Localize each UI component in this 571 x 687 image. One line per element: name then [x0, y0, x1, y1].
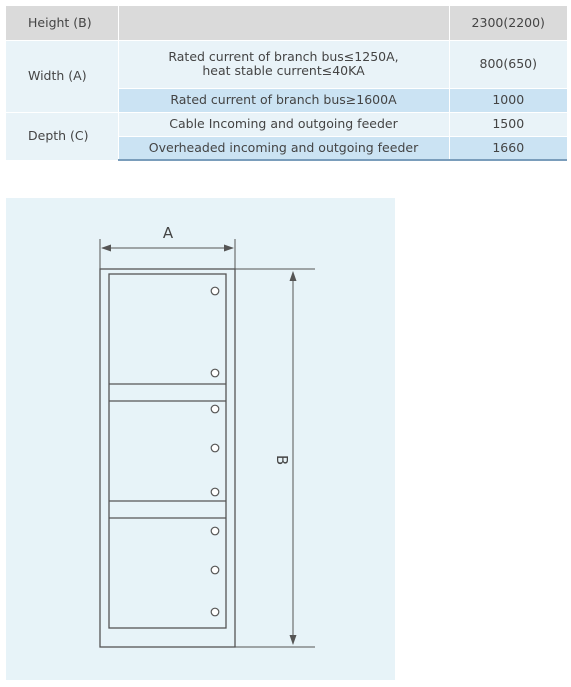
dimension-b-arrow-bottom [290, 635, 297, 645]
indicator-circle [211, 369, 219, 377]
indicator-circle [211, 566, 219, 574]
width-desc-1-line2: heat stable current≤40KA [202, 63, 365, 78]
table-row [6, 6, 567, 40]
cabinet-drawing-svg [6, 198, 395, 680]
indicator-circle [211, 527, 219, 535]
dimension-a-arrow-left [101, 245, 111, 252]
spec-table [6, 6, 567, 161]
width-desc-1 [118, 40, 449, 88]
cabinet-inner-panel [109, 274, 226, 628]
depth-value-1: 1500 [449, 112, 567, 136]
depth-label: Depth (C) [6, 112, 118, 160]
indicator-circle [211, 608, 219, 616]
width-desc-1-line1: Rated current of branch bus≤1250A, [168, 49, 399, 64]
indicator-circle [211, 444, 219, 452]
dimension-b-arrow-top [290, 271, 297, 281]
depth-value-2: 1660 [449, 136, 567, 160]
depth-desc-1: Cable Incoming and outgoing feeder [118, 112, 449, 136]
indicator-circle [211, 488, 219, 496]
indicator-circle [211, 405, 219, 413]
width-value-1: 800(650) [449, 40, 567, 88]
height-label: Height (B) [6, 6, 118, 40]
dimension-a-arrow-right [224, 245, 234, 252]
table-row [6, 112, 567, 136]
indicator-circle [211, 287, 219, 295]
width-label: Width (A) [6, 40, 118, 112]
table-row [6, 40, 567, 88]
depth-desc-2: Overheaded incoming and outgoing feeder [118, 136, 449, 160]
cabinet-drawing [6, 198, 395, 680]
cabinet-outline [100, 269, 235, 647]
dimension-b-label: B [273, 454, 291, 466]
width-desc-2: Rated current of branch bus≥1600A [118, 88, 449, 112]
dimension-a-label: A [162, 224, 174, 242]
height-value: 2300(2200) [449, 6, 567, 40]
width-value-2: 1000 [449, 88, 567, 112]
height-blank-cell [118, 6, 449, 40]
